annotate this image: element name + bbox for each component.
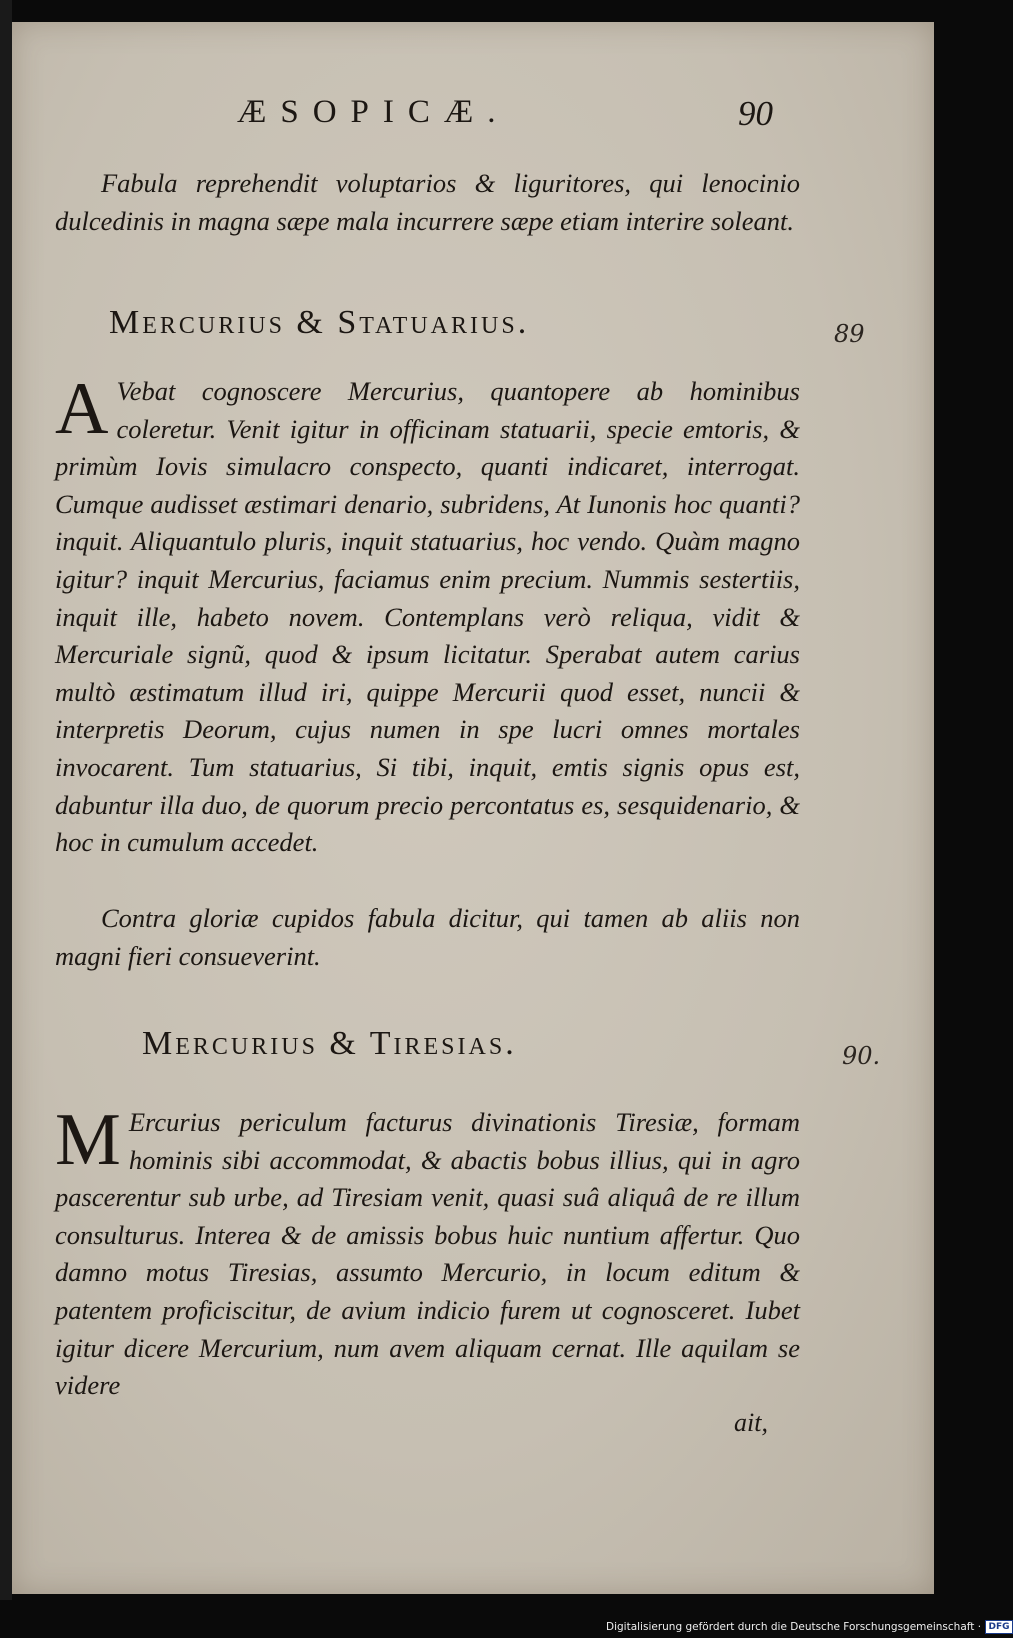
book-page: [12, 22, 934, 1594]
moral-top: Fabula reprehendit voluptarios & liguritores, qui lenocinio dulcedinis in magna sæpe mala incurrere sæpe etiam interire soleant.: [55, 168, 800, 236]
fable1-title: Mercurius & Statuarius.: [109, 304, 530, 341]
footer-text: Digitalisierung gefördert durch die Deutsche Forschungsgemeinschaft ·: [606, 1621, 982, 1633]
frame-edge: [0, 0, 12, 1600]
digitization-footer: [606, 1618, 1013, 1636]
catchword: ait,: [734, 1408, 768, 1437]
fable1-dropcap: A: [55, 368, 109, 450]
fable2-margin-note: 90.: [842, 1042, 881, 1070]
fable2-body-text: Ercurius periculum facturus divinationis Tiresiæ, formam hominis sibi accommodat, & abactis bobus illius, qui in agro pascerentur sub urbe, ad Tiresiam venit, quasi suâ aliquâ de re illum consulturus. Interea & de amissis bobus huic nuntium affertur. Quo damno motus Tiresias, assumto Mercurio, in locum editum & patentem proficiscitur, de avium indicio furem ut cognosceret. Iubet igitur dicere Mercurium, num avem aliquam cernat. Ille aquilam se videre: [55, 1107, 800, 1401]
fable2-body: [55, 1099, 800, 1405]
page-text: [12, 22, 934, 1594]
fable2-dropcap: M: [55, 1099, 121, 1181]
running-head: ÆSOPICÆ.: [237, 94, 510, 130]
fable1-body: [55, 368, 800, 862]
page-number: 90: [738, 94, 773, 133]
fable2-title: Mercurius & Tiresias.: [142, 1025, 517, 1062]
fable1-margin-note: 89: [834, 320, 865, 348]
fable1-body-text: Vebat cognoscere Mercurius, quantopere ab hominibus coleretur. Venit igitur in officinam statuarii, specie emtoris, & primùm Iovis simulacro conspecto, quanti indicaret, interrogat. Cumque audisset æstimari denario, subridens, At Iunonis hoc quanti? inquit. Aliquantulo pluris, inquit statuarius, hoc vendo. Quàm magno igitur? inquit Mercurius, faciamus enim precium. Nummis sestertiis, inquit ille, habeto novem. Contemplans verò reliqua, vidit & Mercuriale signũ, quod & ipsum licitatur. Sperabat autem carius multò æstimatum illud iri, quippe Mercurii quod esset, nuncii & interpretis Deorum, cujus numen in spe lucri omnes mortales invocarent. Tum statuarius, Si tibi, inquit, emtis signis opus est, dabuntur illa duo, de quorum precio percontatus es, sesquidenario, & hoc in cumulum accedet.: [55, 376, 800, 858]
dfg-logo: DFG: [985, 1620, 1013, 1634]
fable1-moral: Contra gloriæ cupidos fabula dicitur, qui tamen ab aliis non magni fieri consueverint.: [55, 903, 800, 971]
